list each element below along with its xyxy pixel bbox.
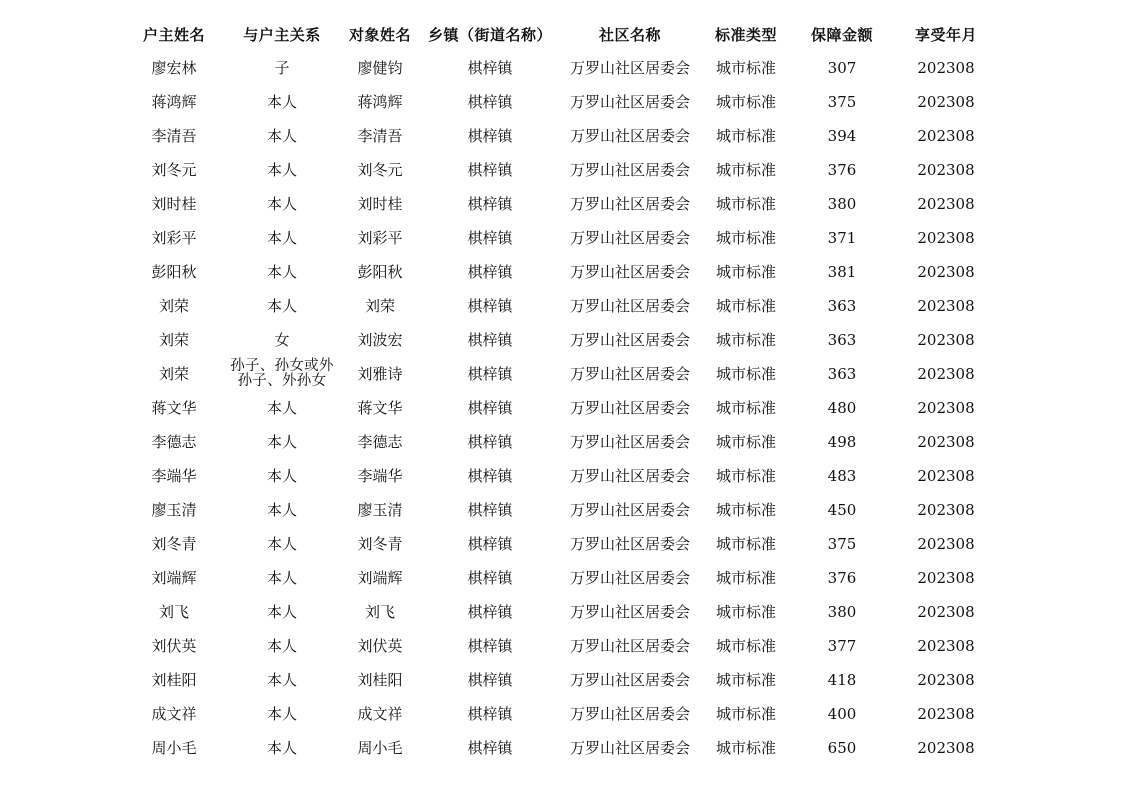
cell-community: 万罗山社区居委会 — [569, 331, 690, 349]
cell-period: 202308 — [917, 127, 975, 145]
cell-township: 棋梓镇 — [467, 467, 513, 485]
cell-householder-name: 刘时桂 — [151, 195, 197, 213]
cell-community: 万罗山社区居委会 — [569, 467, 690, 485]
table-row — [124, 153, 1000, 187]
cell-householder-name: 刘荣 — [158, 365, 189, 383]
cell-township: 棋梓镇 — [467, 93, 513, 111]
cell-township: 棋梓镇 — [467, 331, 513, 349]
cell-standard-type: 城市标准 — [715, 467, 776, 485]
cell-standard-type: 城市标准 — [715, 365, 776, 383]
cell-recipient-name: 成文祥 — [357, 705, 403, 723]
cell-recipient-name: 刘波宏 — [357, 331, 403, 349]
cell-township: 棋梓镇 — [467, 229, 513, 247]
cell-amount: 363 — [827, 331, 857, 349]
subsistence-allowance-table — [124, 17, 1000, 765]
cell-standard-type: 城市标准 — [715, 603, 776, 621]
cell-township: 棋梓镇 — [467, 263, 513, 281]
table-row — [124, 357, 1000, 391]
cell-relationship: 本人 — [266, 127, 297, 145]
cell-community: 万罗山社区居委会 — [569, 263, 690, 281]
table-row — [124, 425, 1000, 459]
cell-standard-type: 城市标准 — [715, 297, 776, 315]
cell-amount: 377 — [827, 637, 857, 655]
cell-township: 棋梓镇 — [467, 399, 513, 417]
cell-standard-type: 城市标准 — [715, 705, 776, 723]
cell-community: 万罗山社区居委会 — [569, 297, 690, 315]
cell-township: 棋梓镇 — [467, 195, 513, 213]
cell-recipient-name: 李德志 — [357, 433, 403, 451]
cell-recipient-name: 刘桂阳 — [357, 671, 403, 689]
cell-township: 棋梓镇 — [467, 127, 513, 145]
cell-amount: 376 — [827, 161, 857, 179]
cell-period: 202308 — [917, 569, 975, 587]
cell-recipient-name: 刘端辉 — [357, 569, 403, 587]
cell-householder-name: 成文祥 — [151, 705, 197, 723]
cell-recipient-name: 刘时桂 — [357, 195, 403, 213]
header-row — [124, 17, 1000, 51]
table-row — [124, 51, 1000, 85]
header-standard-type: 标准类型 — [714, 25, 777, 44]
cell-amount: 363 — [827, 365, 857, 383]
cell-amount: 376 — [827, 569, 857, 587]
cell-householder-name: 刘端辉 — [151, 569, 197, 587]
cell-amount: 483 — [827, 467, 857, 485]
cell-period: 202308 — [917, 739, 975, 757]
cell-amount: 375 — [827, 93, 857, 111]
cell-community: 万罗山社区居委会 — [569, 195, 690, 213]
cell-period: 202308 — [917, 297, 975, 315]
cell-householder-name: 李清吾 — [151, 127, 197, 145]
cell-period: 202308 — [917, 433, 975, 451]
table-row — [124, 221, 1000, 255]
cell-recipient-name: 彭阳秋 — [357, 263, 403, 281]
table-row — [124, 85, 1000, 119]
cell-community: 万罗山社区居委会 — [569, 365, 690, 383]
cell-community: 万罗山社区居委会 — [569, 637, 690, 655]
cell-period: 202308 — [917, 637, 975, 655]
cell-relationship: 本人 — [266, 569, 297, 587]
cell-householder-name: 彭阳秋 — [151, 263, 197, 281]
table-row — [124, 391, 1000, 425]
cell-amount: 400 — [827, 705, 857, 723]
cell-community: 万罗山社区居委会 — [569, 229, 690, 247]
cell-period: 202308 — [917, 263, 975, 281]
cell-community: 万罗山社区居委会 — [569, 93, 690, 111]
cell-relationship: 本人 — [266, 535, 297, 553]
cell-recipient-name: 李端华 — [357, 467, 403, 485]
cell-standard-type: 城市标准 — [715, 127, 776, 145]
cell-recipient-name: 刘雅诗 — [357, 365, 403, 383]
header-community: 社区名称 — [598, 25, 661, 44]
cell-recipient-name: 李清吾 — [357, 127, 403, 145]
cell-householder-name: 周小毛 — [151, 739, 197, 757]
table-row — [124, 595, 1000, 629]
table-row — [124, 255, 1000, 289]
table-row — [124, 459, 1000, 493]
cell-recipient-name: 廖健钧 — [357, 59, 403, 77]
cell-standard-type: 城市标准 — [715, 331, 776, 349]
cell-township: 棋梓镇 — [467, 739, 513, 757]
cell-period: 202308 — [917, 535, 975, 553]
cell-householder-name: 李德志 — [151, 433, 197, 451]
table-body — [124, 51, 1000, 765]
cell-householder-name: 廖宏林 — [151, 59, 197, 77]
cell-recipient-name: 刘冬元 — [357, 161, 403, 179]
cell-standard-type: 城市标准 — [715, 93, 776, 111]
cell-relationship: 女 — [274, 331, 290, 349]
table-header — [124, 17, 1000, 51]
cell-community: 万罗山社区居委会 — [569, 59, 690, 77]
cell-recipient-name: 刘彩平 — [357, 229, 403, 247]
table-row — [124, 323, 1000, 357]
cell-standard-type: 城市标准 — [715, 433, 776, 451]
cell-standard-type: 城市标准 — [715, 739, 776, 757]
cell-period: 202308 — [917, 501, 975, 519]
header-township: 乡镇（街道名称） — [427, 25, 552, 44]
cell-amount: 375 — [827, 535, 857, 553]
cell-period: 202308 — [917, 331, 975, 349]
table-row — [124, 289, 1000, 323]
cell-recipient-name: 刘伏英 — [357, 637, 403, 655]
cell-householder-name: 刘冬青 — [151, 535, 197, 553]
cell-standard-type: 城市标准 — [715, 399, 776, 417]
cell-amount: 381 — [827, 263, 857, 281]
cell-township: 棋梓镇 — [467, 501, 513, 519]
cell-township: 棋梓镇 — [467, 603, 513, 621]
cell-relationship: 本人 — [266, 637, 297, 655]
cell-community: 万罗山社区居委会 — [569, 603, 690, 621]
cell-householder-name: 刘冬元 — [151, 161, 197, 179]
cell-relationship: 孙子、孙女或外孙子、外孙女 — [230, 358, 334, 389]
cell-period: 202308 — [917, 365, 975, 383]
table-row — [124, 187, 1000, 221]
cell-standard-type: 城市标准 — [715, 671, 776, 689]
cell-relationship: 本人 — [266, 297, 297, 315]
cell-recipient-name: 廖玉清 — [357, 501, 403, 519]
cell-amount: 498 — [827, 433, 857, 451]
cell-township: 棋梓镇 — [467, 297, 513, 315]
cell-householder-name: 廖玉清 — [151, 501, 197, 519]
table-row — [124, 119, 1000, 153]
table-row — [124, 731, 1000, 765]
cell-standard-type: 城市标准 — [715, 59, 776, 77]
cell-householder-name: 李端华 — [151, 467, 197, 485]
cell-relationship: 本人 — [266, 671, 297, 689]
cell-period: 202308 — [917, 705, 975, 723]
cell-standard-type: 城市标准 — [715, 195, 776, 213]
cell-community: 万罗山社区居委会 — [569, 433, 690, 451]
cell-standard-type: 城市标准 — [715, 263, 776, 281]
cell-township: 棋梓镇 — [467, 535, 513, 553]
cell-township: 棋梓镇 — [467, 59, 513, 77]
cell-householder-name: 刘荣 — [158, 297, 189, 315]
cell-recipient-name: 蒋鸿辉 — [357, 93, 403, 111]
cell-community: 万罗山社区居委会 — [569, 501, 690, 519]
cell-householder-name: 刘荣 — [158, 331, 189, 349]
cell-period: 202308 — [917, 161, 975, 179]
cell-township: 棋梓镇 — [467, 161, 513, 179]
cell-amount: 307 — [827, 59, 857, 77]
cell-relationship: 本人 — [266, 229, 297, 247]
cell-period: 202308 — [917, 467, 975, 485]
cell-relationship: 本人 — [266, 399, 297, 417]
cell-amount: 363 — [827, 297, 857, 315]
cell-amount: 418 — [827, 671, 857, 689]
cell-township: 棋梓镇 — [467, 637, 513, 655]
cell-relationship: 本人 — [266, 705, 297, 723]
cell-relationship: 子 — [274, 59, 290, 77]
cell-recipient-name: 刘冬青 — [357, 535, 403, 553]
table-row — [124, 629, 1000, 663]
cell-recipient-name: 刘荣 — [364, 297, 395, 315]
cell-relationship: 本人 — [266, 739, 297, 757]
cell-township: 棋梓镇 — [467, 671, 513, 689]
cell-period: 202308 — [917, 399, 975, 417]
cell-recipient-name: 蒋文华 — [357, 399, 403, 417]
cell-relationship: 本人 — [266, 93, 297, 111]
cell-standard-type: 城市标准 — [715, 501, 776, 519]
cell-relationship: 本人 — [266, 195, 297, 213]
cell-householder-name: 蒋文华 — [151, 399, 197, 417]
cell-community: 万罗山社区居委会 — [569, 569, 690, 587]
cell-period: 202308 — [917, 195, 975, 213]
cell-community: 万罗山社区居委会 — [569, 671, 690, 689]
cell-period: 202308 — [917, 671, 975, 689]
header-amount: 保障金额 — [810, 25, 873, 44]
cell-relationship: 本人 — [266, 433, 297, 451]
cell-amount: 394 — [827, 127, 857, 145]
header-recipient-name: 对象姓名 — [348, 25, 411, 44]
cell-relationship: 本人 — [266, 603, 297, 621]
cell-amount: 371 — [827, 229, 857, 247]
cell-amount: 650 — [827, 739, 857, 757]
cell-township: 棋梓镇 — [467, 365, 513, 383]
cell-amount: 450 — [827, 501, 857, 519]
cell-community: 万罗山社区居委会 — [569, 705, 690, 723]
cell-community: 万罗山社区居委会 — [569, 535, 690, 553]
table-row — [124, 493, 1000, 527]
cell-period: 202308 — [917, 229, 975, 247]
cell-community: 万罗山社区居委会 — [569, 127, 690, 145]
cell-relationship: 本人 — [266, 501, 297, 519]
cell-standard-type: 城市标准 — [715, 535, 776, 553]
cell-community: 万罗山社区居委会 — [569, 399, 690, 417]
cell-householder-name: 刘彩平 — [151, 229, 197, 247]
cell-relationship: 本人 — [266, 263, 297, 281]
cell-township: 棋梓镇 — [467, 705, 513, 723]
cell-period: 202308 — [917, 93, 975, 111]
cell-community: 万罗山社区居委会 — [569, 161, 690, 179]
table-row — [124, 527, 1000, 561]
cell-householder-name: 刘飞 — [158, 603, 189, 621]
cell-amount: 480 — [827, 399, 857, 417]
cell-township: 棋梓镇 — [467, 433, 513, 451]
cell-recipient-name: 周小毛 — [357, 739, 403, 757]
cell-standard-type: 城市标准 — [715, 569, 776, 587]
cell-relationship: 本人 — [266, 467, 297, 485]
table-row — [124, 561, 1000, 595]
cell-amount: 380 — [827, 603, 857, 621]
cell-recipient-name: 刘飞 — [364, 603, 395, 621]
cell-householder-name: 蒋鸿辉 — [151, 93, 197, 111]
cell-householder-name: 刘桂阳 — [151, 671, 197, 689]
cell-standard-type: 城市标准 — [715, 229, 776, 247]
cell-householder-name: 刘伏英 — [151, 637, 197, 655]
cell-community: 万罗山社区居委会 — [569, 739, 690, 757]
table-row — [124, 663, 1000, 697]
cell-period: 202308 — [917, 603, 975, 621]
cell-amount: 380 — [827, 195, 857, 213]
header-period: 享受年月 — [914, 25, 977, 44]
cell-relationship: 本人 — [266, 161, 297, 179]
cell-standard-type: 城市标准 — [715, 637, 776, 655]
cell-standard-type: 城市标准 — [715, 161, 776, 179]
header-relationship: 与户主关系 — [243, 25, 321, 44]
cell-period: 202308 — [917, 59, 975, 77]
cell-township: 棋梓镇 — [467, 569, 513, 587]
header-householder-name: 户主姓名 — [142, 25, 205, 44]
table-row — [124, 697, 1000, 731]
